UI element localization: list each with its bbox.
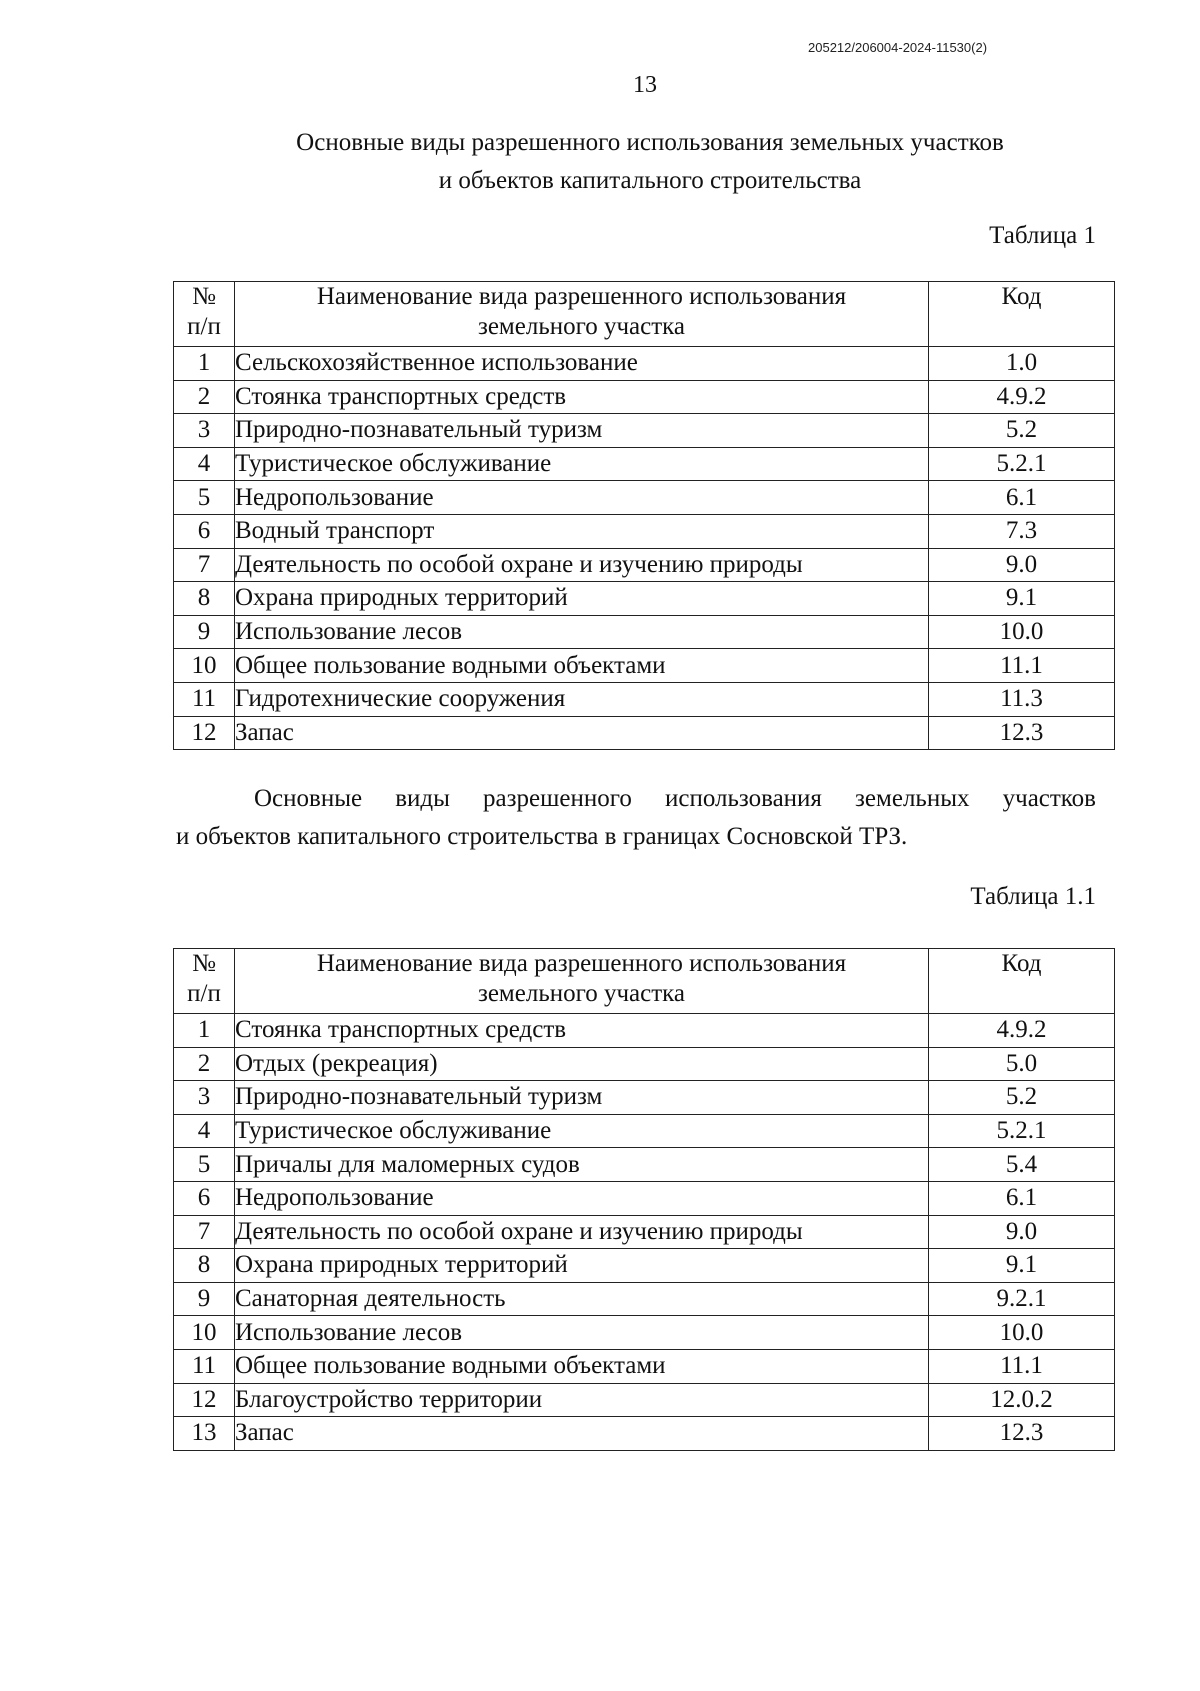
row-number: 3 [174,414,235,448]
section2-heading-line2: и объектов капитального строительства в границах Сосновской ТРЗ. [176,823,908,850]
row-name: Запас [235,1417,929,1451]
row-name: Запас [235,716,929,750]
row-name: Стоянка транспортных средств [235,380,929,414]
row-code: 7.3 [929,514,1115,548]
header-num-line2: п/п [187,313,221,340]
row-name: Использование лесов [235,615,929,649]
row-name: Туристическое обслуживание [235,447,929,481]
table-row [174,1249,1115,1283]
table-row [174,1349,1115,1383]
row-code: 11.1 [929,649,1115,683]
row-number: 2 [174,1047,235,1081]
row-number: 12 [174,1383,235,1417]
row-number: 6 [174,514,235,548]
table-row [174,1215,1115,1249]
row-number: 9 [174,1282,235,1316]
section1-heading-line2: и объектов капитального строительства [438,167,862,194]
table-row [174,1047,1115,1081]
row-name: Отдых (рекреация) [235,1047,929,1081]
row-code: 1.0 [929,347,1115,381]
table1-header-row [174,282,1115,347]
row-number: 5 [174,481,235,515]
header-code: Код [929,282,1115,347]
row-number: 3 [174,1081,235,1115]
table-row [174,615,1115,649]
row-number: 4 [174,447,235,481]
section2-heading-line1: Основные виды разрешенного использования земельных участков [254,785,1096,812]
row-name: Стоянка транспортных средств [235,1014,929,1048]
header-num [174,949,235,1014]
table-row [174,380,1115,414]
table-row [174,1316,1115,1350]
row-number: 10 [174,649,235,683]
row-number: 10 [174,1316,235,1350]
row-number: 12 [174,716,235,750]
table-row [174,716,1115,750]
row-number: 6 [174,1181,235,1215]
row-code: 12.3 [929,1417,1115,1451]
row-number: 11 [174,1349,235,1383]
row-number: 4 [174,1114,235,1148]
row-code: 5.4 [929,1148,1115,1182]
row-number: 1 [174,1014,235,1048]
row-code: 11.3 [929,682,1115,716]
row-name: Охрана природных территорий [235,582,929,616]
registration-stamp: 205212/206004-2024-11530(2) [808,40,988,55]
table-row [174,649,1115,683]
row-name: Сельскохозяйственное использование [235,347,929,381]
row-code: 9.1 [929,582,1115,616]
row-name: Гидротехнические сооружения [235,682,929,716]
table-row [174,582,1115,616]
row-name: Охрана природных территорий [235,1249,929,1283]
row-code: 10.0 [929,1316,1115,1350]
table-row [174,1014,1115,1048]
header-code: Код [929,949,1115,1014]
row-code: 9.1 [929,1249,1115,1283]
row-name: Благоустройство территории [235,1383,929,1417]
row-number: 8 [174,582,235,616]
row-name: Водный транспорт [235,514,929,548]
row-number: 7 [174,1215,235,1249]
table-row [174,481,1115,515]
header-num-line1: № [192,283,216,310]
row-name: Природно-познавательный туризм [235,1081,929,1115]
row-name: Использование лесов [235,1316,929,1350]
header-name-line2: земельного участка [477,313,686,340]
row-name: Деятельность по особой охране и изучению природы [235,1215,929,1249]
row-name: Природно-познавательный туризм [235,414,929,448]
section1-heading [220,124,1080,200]
row-number: 2 [174,380,235,414]
row-code: 9.2.1 [929,1282,1115,1316]
row-code: 10.0 [929,615,1115,649]
row-code: 5.2 [929,1081,1115,1115]
table1-body [174,347,1115,750]
table-row [174,548,1115,582]
table2 [173,948,1115,1451]
table-row [174,414,1115,448]
header-num-line2: п/п [187,980,221,1007]
row-code: 11.1 [929,1349,1115,1383]
row-number: 1 [174,347,235,381]
section2-heading [176,780,1096,856]
row-number: 11 [174,682,235,716]
table1-caption: Таблица 1 [989,222,1096,249]
row-number: 9 [174,615,235,649]
row-name: Недропользование [235,1181,929,1215]
table-row [174,447,1115,481]
header-name-line1: Наименование вида разрешенного использования [316,283,847,310]
table-row [174,1148,1115,1182]
row-code: 9.0 [929,1215,1115,1249]
row-code: 12.0.2 [929,1383,1115,1417]
page-number: 13 [633,72,657,98]
row-name: Общее пользование водными объектами [235,1349,929,1383]
row-name: Туристическое обслуживание [235,1114,929,1148]
header-name-line1: Наименование вида разрешенного использования [316,950,847,977]
row-number: 8 [174,1249,235,1283]
row-code: 6.1 [929,481,1115,515]
row-code: 5.2 [929,414,1115,448]
row-number: 5 [174,1148,235,1182]
header-name-line2: земельного участка [477,980,686,1007]
row-code: 6.1 [929,1181,1115,1215]
row-number: 7 [174,548,235,582]
table-row [174,682,1115,716]
table-row [174,347,1115,381]
section1-heading-line1: Основные виды разрешенного использования земельных участков [296,129,1004,156]
row-name: Деятельность по особой охране и изучению природы [235,548,929,582]
table-row [174,1383,1115,1417]
header-num [174,282,235,347]
table2-body [174,1014,1115,1451]
row-code: 4.9.2 [929,1014,1115,1048]
table1 [173,281,1115,750]
row-code: 4.9.2 [929,380,1115,414]
table-row [174,1282,1115,1316]
row-code: 5.0 [929,1047,1115,1081]
row-name: Общее пользование водными объектами [235,649,929,683]
header-name [235,949,929,1014]
row-code: 5.2.1 [929,447,1115,481]
table-row [174,514,1115,548]
header-name [235,282,929,347]
row-code: 12.3 [929,716,1115,750]
row-number: 13 [174,1417,235,1451]
row-name: Санаторная деятельность [235,1282,929,1316]
table-row [174,1417,1115,1451]
row-code: 5.2.1 [929,1114,1115,1148]
table-row [174,1081,1115,1115]
table2-caption: Таблица 1.1 [970,883,1096,910]
row-name: Недропользование [235,481,929,515]
table-row [174,1114,1115,1148]
row-code: 9.0 [929,548,1115,582]
header-num-line1: № [192,950,216,977]
row-name: Причалы для маломерных судов [235,1148,929,1182]
table-row [174,1181,1115,1215]
table2-header-row [174,949,1115,1014]
